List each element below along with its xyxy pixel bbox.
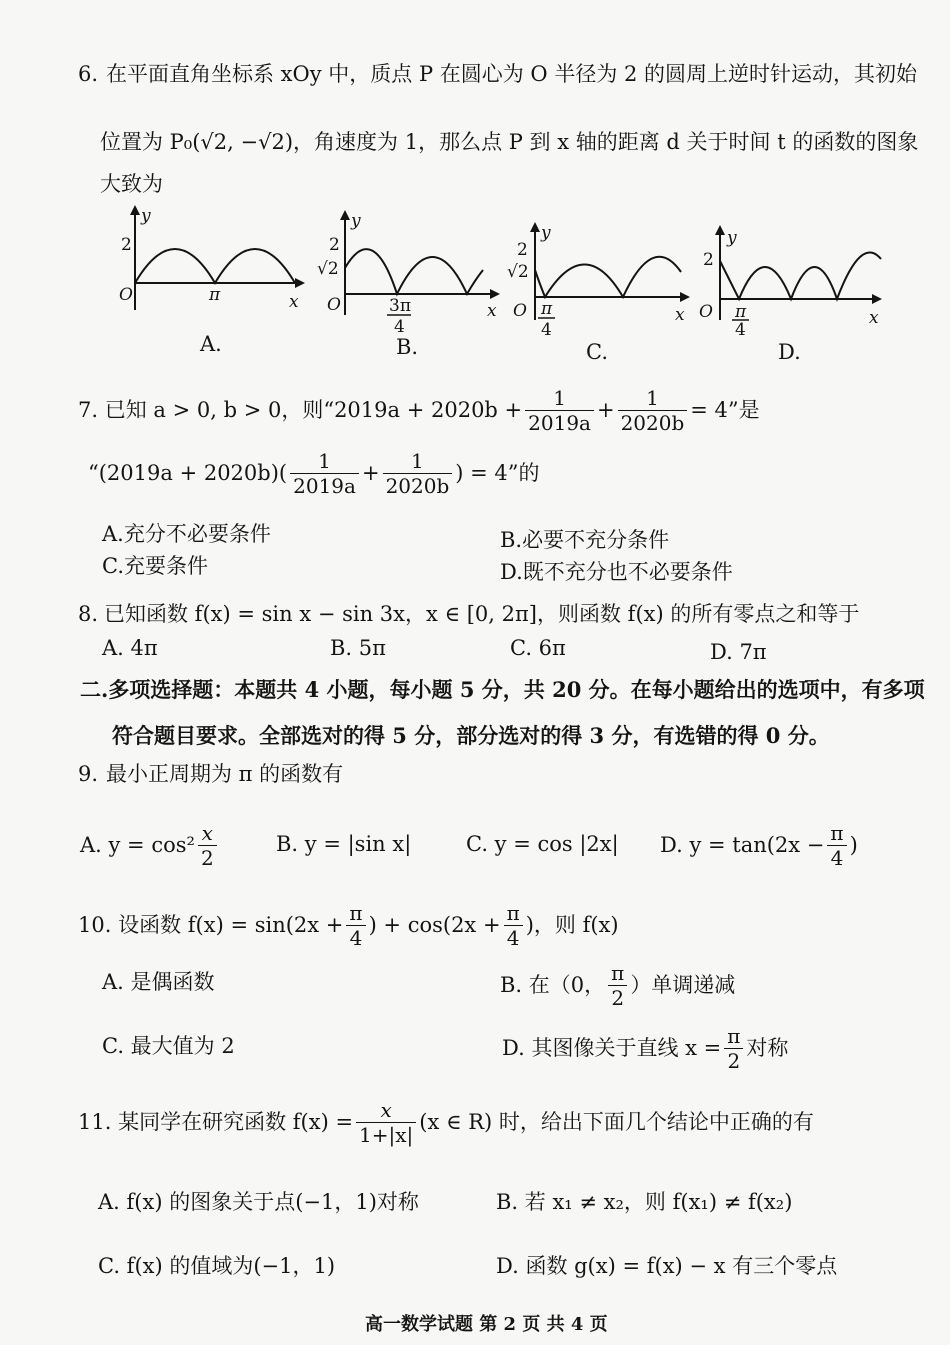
q9-a-num: x — [201, 820, 213, 845]
q9-option-d — [660, 815, 858, 875]
q10-stem — [78, 895, 619, 955]
q9-a-frac — [198, 821, 217, 870]
q10-option-c: C. 最大值为 2 — [102, 1034, 235, 1058]
q11-frac-den: 1+|x| — [356, 1122, 416, 1147]
q7-option-b: B.必要不充分条件 — [500, 528, 670, 552]
graph-c-y-label: y — [541, 223, 551, 243]
graph-b-x-label: x — [487, 301, 497, 321]
q10-d-pre: D. 其图像关于直线 x = — [502, 1036, 722, 1060]
q7-line2-frac1-num: 1 — [318, 448, 331, 473]
q9-d-num: π — [830, 820, 844, 845]
section2-line2: 符合题目要求。全部选对的得 5 分，部分选对的得 3 分，有选错的得 0 分。 — [112, 723, 830, 748]
q7-line2-frac2 — [383, 449, 453, 498]
q11-option-c: C. f(x) 的值域为(−1，1) — [98, 1254, 336, 1278]
q11-frac — [356, 1098, 416, 1147]
q10-b-den: 2 — [608, 985, 627, 1010]
q10-option-d — [502, 1018, 788, 1078]
graph-b-y-label: y — [351, 211, 361, 231]
q11-option-b: B. 若 x₁ ≠ x₂，则 f(x₁) ≠ f(x₂) — [496, 1190, 793, 1214]
q8-number: 8. — [78, 602, 99, 626]
q10-b-frac — [608, 961, 627, 1010]
q11-option-d: D. 函数 g(x) = f(x) − x 有三个零点 — [496, 1254, 838, 1278]
q6-graph-c-option: C. — [586, 340, 608, 364]
graph-a-x-tick: π — [209, 285, 221, 305]
q6-graph-c — [505, 222, 695, 342]
graph-b-y-tick-sqrt2: √2 — [317, 259, 339, 279]
q9-option-a — [80, 815, 220, 875]
q7-plus: + — [596, 398, 615, 422]
q7-post: = 4”是 — [690, 398, 760, 422]
graph-c-x-tick-den: 4 — [541, 320, 552, 340]
q9-d-den: 4 — [827, 845, 846, 870]
q10-post: )，则 f(x) — [525, 913, 619, 937]
q6-line2: 位置为 P₀(√2, −√2)，角速度为 1，那么点 P 到 x 轴的距离 d 关于时间 t 的函数的图象 — [100, 130, 919, 154]
q8-option-a: A. 4π — [102, 636, 158, 660]
graph-a-y-label: y — [141, 206, 151, 226]
graph-c-x-label: x — [675, 305, 685, 325]
q7-line2-plus: + — [361, 461, 380, 485]
graph-b-x-tick-num: 3π — [389, 296, 411, 316]
q10-mid: ) + cos(2x + — [368, 913, 501, 937]
graph-b-origin: O — [327, 295, 341, 315]
q7-line2-frac2-num: 1 — [411, 448, 424, 473]
q7-line2-post: ) = 4”的 — [455, 461, 540, 485]
q7-frac2-num: 1 — [646, 385, 659, 410]
q9-a-den: 2 — [198, 845, 217, 870]
q7-line2 — [88, 443, 540, 503]
q10-frac1-den: 4 — [346, 925, 365, 950]
q10-b-num: π — [611, 960, 625, 985]
graph-d-x-tick-num: π — [735, 302, 747, 322]
graph-c-x-tick-num: π — [541, 299, 553, 319]
q7-line2-frac2-den: 2020b — [383, 473, 453, 498]
q6-graph-b-option: B. — [396, 335, 419, 359]
q7-frac1-den: 2019a — [525, 410, 594, 435]
q8-option-c: C. 6π — [510, 636, 566, 660]
q8-text: 已知函数 f(x) = sin x − sin 3x，x ∈ [0, 2π]，则函数 f(x) 的所有零点之和等于 — [104, 602, 860, 626]
q6-graph-b — [315, 210, 510, 335]
q10-b-pre: B. 在（0， — [500, 973, 606, 997]
q10-frac1-num: π — [349, 900, 363, 925]
graph-a-x-label: x — [289, 292, 299, 312]
q9-a-pre: A. y = cos² — [80, 833, 195, 857]
q7-frac1-num: 1 — [553, 385, 566, 410]
q7-line2-frac1-den: 2019a — [290, 473, 359, 498]
graph-d-x-tick-den: 4 — [735, 320, 746, 340]
q10-d-post: 对称 — [746, 1036, 789, 1060]
q10-d-den: 2 — [724, 1048, 743, 1073]
graph-a-y-tick: 2 — [121, 235, 132, 255]
graph-d-y-tick-2: 2 — [703, 250, 714, 270]
q7-line2-pre: “(2019a + 2020b)( — [88, 461, 288, 485]
graph-d-x-label: x — [869, 308, 879, 328]
q7-frac1 — [525, 386, 594, 435]
q10-frac1 — [346, 901, 365, 950]
graph-b-x-tick-den: 4 — [394, 317, 405, 337]
graph-d-y-label: y — [727, 228, 737, 248]
q10-d-frac — [724, 1024, 743, 1073]
q6-number: 6. — [78, 62, 99, 86]
graph-c-y-tick-sqrt2: √2 — [507, 262, 529, 282]
graph-c-origin: O — [513, 301, 527, 321]
q10-frac2-den: 4 — [504, 925, 523, 950]
q8-option-d: D. 7π — [710, 640, 767, 664]
q7-frac2 — [618, 386, 688, 435]
q7-pre: 已知 a > 0, b > 0，则“2019a + 2020b + — [104, 398, 523, 422]
q6-graph-d — [695, 225, 895, 340]
q11-frac-num: x — [380, 1097, 392, 1122]
q9-option-c: C. y = cos |2x| — [466, 832, 619, 856]
q11-option-a: A. f(x) 的图象关于点(−1，1)对称 — [98, 1190, 419, 1214]
graph-c-y-tick-2: 2 — [517, 240, 528, 260]
q10-frac2-num: π — [506, 900, 520, 925]
q7-line2-frac1 — [290, 449, 359, 498]
q10-pre: 设函数 f(x) = sin(2x + — [118, 913, 344, 937]
q10-b-post: ）单调递减 — [630, 973, 736, 997]
q9-option-b: B. y = |sin x| — [276, 832, 412, 856]
q7-line1 — [78, 380, 760, 440]
page-footer: 高一数学试题 第 2 页 共 4 页 — [365, 1314, 608, 1335]
q10-d-num: π — [727, 1023, 741, 1048]
graph-a-origin: O — [119, 285, 133, 305]
q7-option-c: C.充要条件 — [102, 554, 208, 578]
section2-line1: 二.多项选择题：本题共 4 小题，每小题 5 分，共 20 分。在每小题给出的选项中，有多项 — [80, 677, 925, 702]
q9-d-post: ) — [849, 833, 858, 857]
q10-number: 10. — [78, 913, 112, 937]
q6-line1: 在平面直角坐标系 xOy 中，质点 P 在圆心为 O 半径为 2 的圆周上逆时针运动，其初始 — [106, 62, 918, 86]
q10-option-b — [500, 955, 735, 1015]
q6-graph-d-option: D. — [778, 340, 801, 364]
q11-stem — [78, 1092, 814, 1152]
q10-frac2 — [504, 901, 523, 950]
q11-number: 11. — [78, 1110, 112, 1134]
q10-option-a: A. 是偶函数 — [102, 970, 215, 994]
q7-option-a: A.充分不必要条件 — [102, 522, 271, 546]
q7-option-d: D.既不充分也不必要条件 — [500, 560, 733, 584]
q9-number: 9. — [78, 762, 99, 786]
q11-pre: 某同学在研究函数 f(x) = — [118, 1110, 354, 1134]
q8-option-b: B. 5π — [330, 636, 386, 660]
q9-d-pre: D. y = tan(2x − — [660, 833, 825, 857]
q7-frac2-den: 2020b — [618, 410, 688, 435]
q6-line3: 大致为 — [100, 172, 163, 196]
q9-text: 最小正周期为 π 的函数有 — [106, 762, 344, 786]
q9-d-frac — [827, 821, 846, 870]
graph-b-y-tick-2: 2 — [329, 235, 340, 255]
q6-graph-a-option: A. — [200, 332, 222, 356]
q7-number: 7. — [78, 398, 99, 422]
q6-graph-a — [115, 205, 315, 315]
graph-d-origin: O — [699, 302, 713, 322]
q11-post: (x ∈ R) 时，给出下面几个结论中正确的有 — [419, 1110, 814, 1134]
